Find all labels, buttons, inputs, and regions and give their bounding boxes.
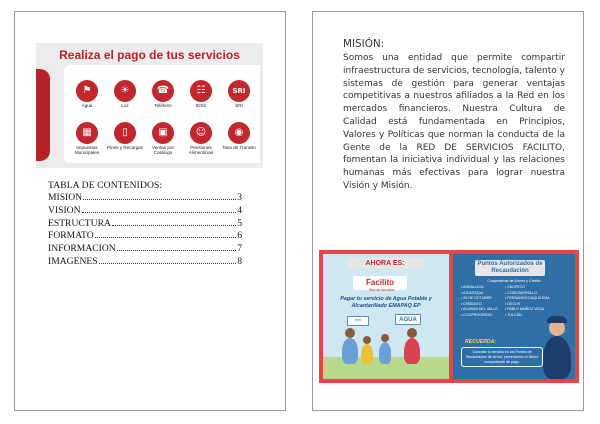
service-label: Agua (81, 103, 93, 108)
service-telefono (144, 80, 182, 108)
service-pensiones (182, 122, 220, 155)
recaudacion-points-panel (453, 254, 575, 379)
toc-leader (95, 237, 237, 238)
points-column-2 (505, 285, 557, 318)
reminder-title: RECUERDA: (465, 339, 497, 345)
toc-entry-formato[interactable] (48, 230, 242, 243)
service-label: Tasa de Tránsito (222, 145, 256, 150)
point-item: • ATUNTAQUI (461, 290, 484, 295)
reminder-box: Cancelar tu servicio en los Puntos de Recaudación de la red, presentando el último comprobante de pago. (461, 347, 543, 367)
sign-left: ≈≈ (347, 316, 369, 326)
service-luz (106, 80, 144, 108)
toc-entry-name: IMAGENES (48, 255, 98, 267)
toc-leader (83, 199, 236, 200)
service-transito (220, 122, 258, 150)
person-head (345, 328, 355, 338)
service-label: Teléfono (154, 103, 172, 108)
table-of-contents (48, 180, 242, 269)
person-head (381, 334, 389, 342)
toc-entry-name: VISION (48, 204, 81, 216)
points-title-ribbon: Puntos Autorizados de Recaudación (475, 260, 545, 276)
toc-entry-mision[interactable] (48, 192, 242, 205)
toc-entry-vision[interactable] (48, 205, 242, 218)
toc-entry-estructura[interactable] (48, 218, 242, 231)
person-head (363, 336, 371, 344)
facilito-logo: Facilito (353, 276, 407, 290)
toc-entry-page: 3 (237, 192, 242, 203)
service-pines (106, 122, 144, 150)
point-item: • CACPECO (505, 285, 526, 289)
toc-leader (99, 263, 237, 264)
toc-entry-page: 4 (237, 204, 242, 216)
service-label: Ventas por Catálogo (152, 145, 174, 155)
mascot-cap (547, 316, 567, 323)
service-iess (182, 80, 220, 108)
services-banner-title: Realiza el pago de tus servicios (59, 48, 240, 62)
person-head (407, 328, 417, 338)
toc-entry-page: 8 (237, 255, 242, 267)
left-page (14, 11, 286, 411)
facilito-promo-text: Pagar tu servicio de Agua Potable y Alcantarillado EMAPAQ EP (340, 296, 432, 309)
facilito-logo-subtitle: Red de servicios (369, 288, 395, 292)
point-item: • COOPROGRESO (461, 312, 493, 317)
building-icon: ▦ (76, 122, 98, 144)
water-faucet-icon: ⚑ (76, 80, 98, 102)
point-item: • FERNANDO DAQUILEMA (505, 296, 550, 300)
service-label: Impuestos Municipales (74, 145, 100, 155)
lightbulb-icon: ☀ (114, 80, 136, 102)
person-figure (379, 342, 391, 364)
toc-title: TABLA DE CONTENIDOS: (48, 180, 163, 191)
point-item: • 29 DE OCTUBRE (461, 296, 492, 300)
point-item: • OSCUS (505, 301, 521, 306)
services-banner-image (36, 43, 263, 168)
point-item: • ALIANZA DEL VALLE (461, 307, 498, 311)
service-label: SRI (235, 103, 243, 108)
mision-heading: MISIÓN: (343, 38, 385, 50)
facilito-promo-panel (323, 254, 449, 379)
banner-side-fold (36, 69, 50, 161)
toc-leader (117, 250, 237, 251)
car-icon: ◉ (228, 122, 250, 144)
service-label: Pines y Recargas (106, 145, 143, 150)
toc-entry-imagenes[interactable] (48, 256, 242, 269)
toc-leader (112, 225, 236, 226)
service-sri (220, 80, 258, 108)
point-item: • CODESARROLLO (505, 290, 538, 295)
service-agua (68, 80, 106, 108)
facilito-banner-image (319, 250, 579, 383)
ahora-es-ribbon: AHORA ES: (347, 258, 423, 269)
right-page (312, 11, 584, 411)
person-figure (404, 338, 420, 364)
toc-leader (82, 212, 237, 213)
person-figure (342, 338, 358, 364)
telephone-icon: ☎ (152, 80, 174, 102)
mision-paragraph: Somos una entidad que permite compartir infraestructura de servicios, tecnología, talento y sistemas de gestión para generar ventajas competitivas a nuestros afiliados a la Red en los mercados financieros. Nuestra Cultura de Calidad está fundamentada en Principios, Valores y Políticas que norman la conducta de la Gente de la RED DE SERVICIOS FACILITO, fomentan la iniciativa individual y las relaciones humanas más efectivas para lograr nuestra Visión y Misión. (343, 53, 565, 191)
service-label: IESS (195, 103, 207, 108)
toc-entry-page: 6 (237, 230, 242, 242)
toc-entry-name: FORMATO (48, 230, 94, 242)
mobile-phone-icon: ▯ (114, 122, 136, 144)
toc-entry-informacion[interactable] (48, 243, 242, 256)
mascot-body (543, 336, 571, 379)
service-label: Pensiones Alimenticias (188, 145, 214, 155)
shopping-bag-icon: ▣ (152, 122, 174, 144)
toc-entry-page: 5 (237, 217, 242, 229)
family-icon: ☺ (190, 122, 212, 144)
toc-entry-name: INFORMACION (48, 243, 116, 255)
sri-icon: SRI (228, 80, 250, 102)
service-impuestos (68, 122, 106, 155)
agua-sign: AGUA (395, 314, 421, 325)
toc-entry-page: 7 (237, 243, 242, 255)
service-ventas (144, 122, 182, 155)
point-item: • TULCÁN (505, 312, 522, 317)
toc-entry-name: ESTRUCTURA (48, 217, 111, 229)
person-figure (361, 344, 373, 364)
points-subtitle: Cooperativas de Ahorro y Crédito (487, 279, 541, 283)
point-item: • PABLO MUÑOZ VEGA (505, 307, 545, 311)
point-item: • CHIBULEO (461, 301, 482, 306)
toc-entry-name: MISION (48, 192, 83, 203)
iess-icon: ☷ (190, 80, 212, 102)
point-item: • ANDALUCÍA (461, 285, 484, 289)
service-label: Luz (121, 103, 129, 108)
